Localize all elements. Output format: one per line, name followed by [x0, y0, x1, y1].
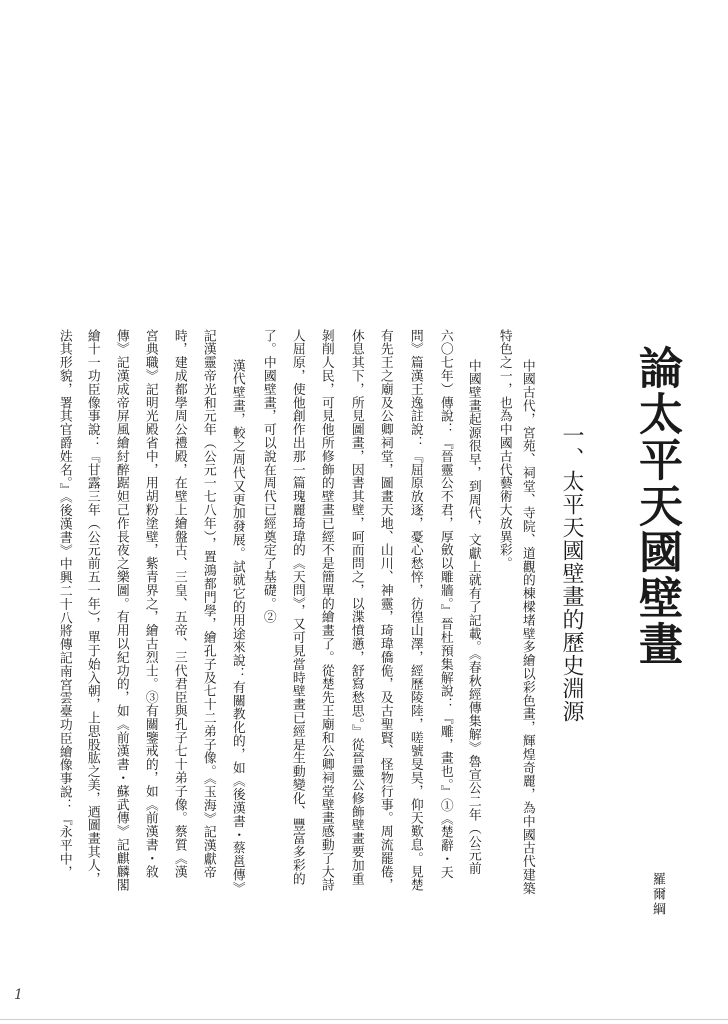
text-column: 了。中國壁畫，可以說在周代已經奠定了基礎。② — [260, 329, 276, 624]
text-column: 剝削人民，可見他所修飾的壁畫已經不是簡單的繪畫了。從楚先王廟和公卿祠堂壁畫感動了大詩 — [318, 329, 334, 892]
text-column: 特色之一，也為中國古代藝術大放異彩。 — [496, 329, 512, 571]
text-column: 漢代壁畫，較之周代又更加發展。試就它的用途來說：有關教化的，如《後漢書・蔡邕傳》 — [229, 359, 245, 895]
text-column: 記漢靈帝光和元年（公元一七八年），置鴻都門學，繪孔子及七十二弟子像。《玉海》記漢獻帝 — [200, 329, 216, 879]
text-column: 傳》記漢成帝屏風繪紂醉踞妲己作長夜之樂圖。有用以紀功的，如《前漢書・蘇武傳》記麒麟閣 — [113, 329, 129, 892]
article-title: 論太平天國壁畫 — [631, 345, 682, 667]
page-number: 1 — [14, 987, 23, 1003]
author-name: 羅爾綱 — [650, 872, 665, 917]
text-column: 法其形貌，署其官爵姓名。』《後漢書》中興二十八將傳記南宮雲臺功臣繪像事說：『永平中， — [56, 329, 72, 879]
page-edge-rule — [0, 1019, 728, 1020]
text-column: 繪十一功臣像事說：『甘露三年（公元前五一年），單于始入朝，上思股肱之美，迺圖畫其人， — [84, 329, 100, 886]
text-column: 中國古代，宮苑、祠堂、寺院、道觀的棟樑堵壁多繪以彩色畫，輝煌奇麗，為中國古代建築 — [519, 359, 535, 895]
text-column: 有先王之廟及公卿祠堂，圖畫天地、山川、神靈，琦瑋僑佹，及古聖賢、怪物行事。周流罷倦， — [377, 329, 393, 892]
text-column: 休息其下，所見圖畫，因書其壁，呵而問之，以渫憤懣，舒寫愁思。』從晉靈公修飾壁畫要加重 — [348, 329, 364, 886]
text-column: 時，建成都學周公禮殿，在壁上繪盤古、三皇、五帝、三代君臣與孔子七十弟子像。蔡質《漢 — [171, 329, 187, 879]
text-column: 人屈原，使他創作出那一篇瑰麗琦瑋的《天問》，又可見當時壁畫已經是生動變化、豐富多彩的 — [289, 329, 305, 886]
text-column: 中國壁畫起源很早，到周代，文獻上就有了記載。《春秋經傳集解》魯宣公二年（公元前 — [465, 359, 481, 876]
text-column: 宮典職》記明光殿省中，用胡粉塗壁，紫青界之，繪古烈士。③有關鑒戒的，如《前漢書・敘 — [142, 329, 158, 879]
section-heading: 一、太平天國壁畫的歷史淵源 — [559, 424, 584, 723]
text-column: 六〇七年）傳說：『晉靈公不君，厚斂以雕牆。』晉杜預集解說：『雕，畫也。』①《楚辭・天 — [437, 329, 453, 879]
text-column: 問》篇漢王逸註說：『屈原放逐，憂心愁悴，彷徨山澤，經歷陵陸，嗟號旻昊，仰天歎息。見楚 — [407, 329, 423, 892]
